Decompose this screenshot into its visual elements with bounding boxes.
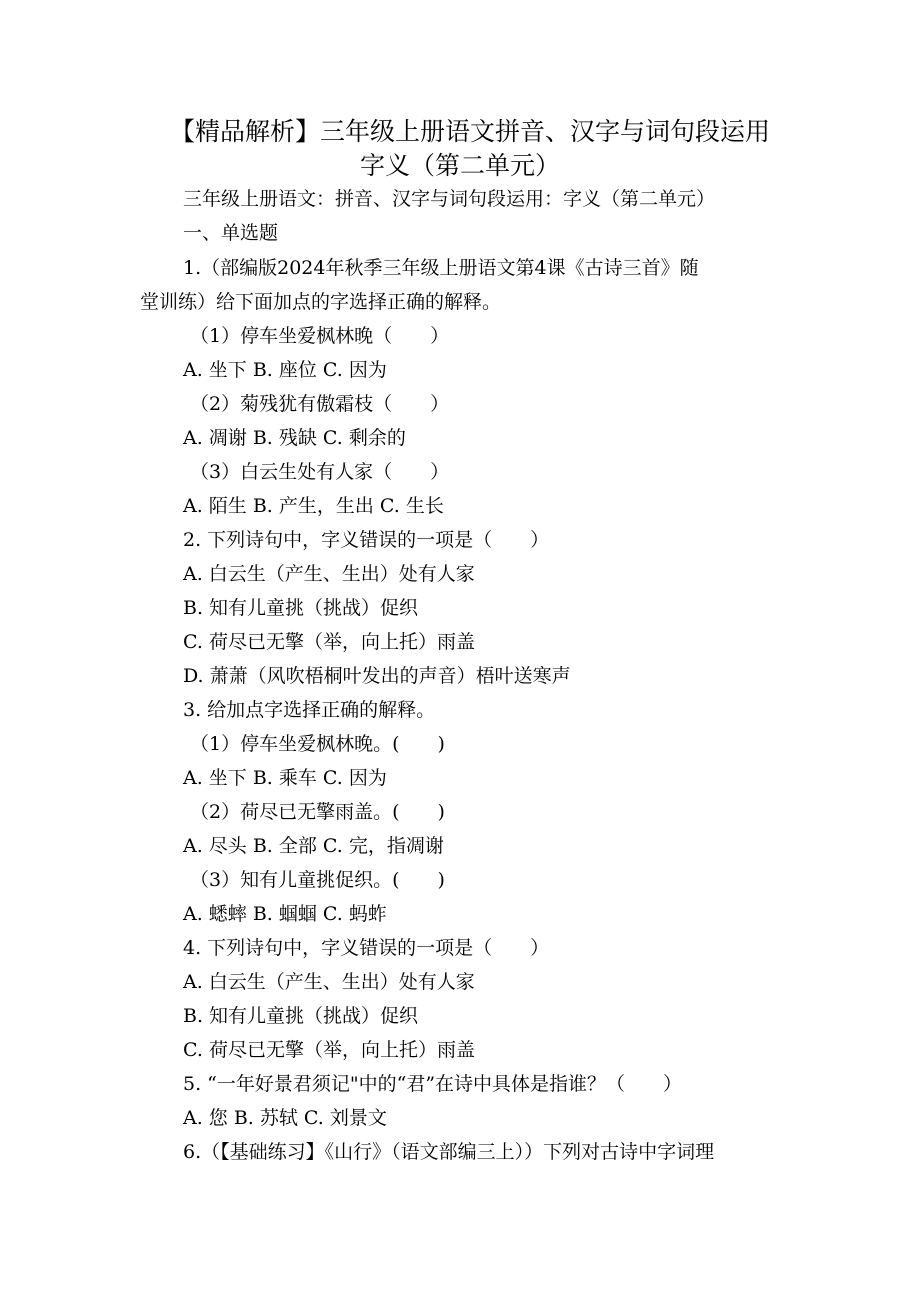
question-3-sub-1-options: A. 坐下 B. 乘车 C. 因为 [183, 767, 387, 789]
question-1-sub-2: （2）菊残犹有傲霜枝（ ） [190, 393, 450, 415]
question-5-options: A. 您 B. 苏轼 C. 刘景文 [183, 1107, 387, 1129]
document-title-line-1: 【精品解析】三年级上册语文拼音、汉字与词句段运用 [169, 117, 770, 146]
subtitle-line: 三年级上册语文：拼音、汉字与词句段运用：字义（第二单元） [183, 188, 716, 210]
question-1-sub-3: （3）白云生处有人家（ ） [190, 461, 450, 483]
question-2-option-b: B. 知有儿童挑（挑战）促织 [183, 597, 419, 619]
question-2-option-a: A. 白云生（产生、生出）处有人家 [183, 563, 475, 585]
question-1-sub-1: （1）停车坐爱枫林晚（ ） [190, 325, 450, 347]
question-1-sub-3-options: A. 陌生 B. 产生，生出 C. 生长 [183, 495, 444, 517]
question-2-stem: 2. 下列诗句中，字义错误的一项是（ ） [183, 529, 550, 551]
question-3-sub-1: （1）停车坐爱枫林晚。( ) [190, 733, 445, 755]
question-6-stem: 6.（【基础练习】《山行》（语文部编三上））下列对古诗中字词理 [183, 1141, 715, 1163]
question-3-sub-2-options: A. 尽头 B. 全部 C. 完，指凋谢 [183, 835, 444, 857]
question-2-option-d: D. 萧萧（风吹梧桐叶发出的声音）梧叶送寒声 [183, 665, 571, 687]
question-4-option-b: B. 知有儿童挑（挑战）促织 [183, 1005, 419, 1027]
question-1-stem: 1.（部编版2024年秋季三年级上册语文第4课《古诗三首》随 [183, 257, 699, 279]
question-1-sub-1-options: A. 坐下 B. 座位 C. 因为 [183, 359, 387, 381]
question-3-sub-3: （3）知有儿童挑促织。( ) [190, 869, 445, 891]
question-1-sub-2-options: A. 凋谢 B. 残缺 C. 剩余的 [183, 427, 406, 449]
question-3-sub-3-options: A. 蟋蟀 B. 蝈蝈 C. 蚂蚱 [183, 903, 387, 925]
question-1-stem-cont: 堂训练）给下面加点的字选择正确的解释。 [140, 291, 502, 313]
document-title-line-2: 字义（第二单元） [359, 151, 560, 180]
question-2-option-c: C. 荷尽已无擎（举，向上托）雨盖 [183, 631, 475, 653]
question-4-stem: 4. 下列诗句中，字义错误的一项是（ ） [183, 937, 550, 959]
question-3-stem: 3. 给加点字选择正确的解释。 [183, 699, 436, 721]
question-3-sub-2: （2）荷尽已无擎雨盖。( ) [190, 801, 445, 823]
question-4-option-c: C. 荷尽已无擎（举，向上托）雨盖 [183, 1039, 475, 1061]
section-heading: 一、单选题 [183, 222, 279, 244]
question-5-stem: 5. “一年好景君须记"中的“君”在诗中具体是指谁？（ ） [183, 1073, 683, 1095]
question-4-option-a: A. 白云生（产生、生出）处有人家 [183, 971, 475, 993]
